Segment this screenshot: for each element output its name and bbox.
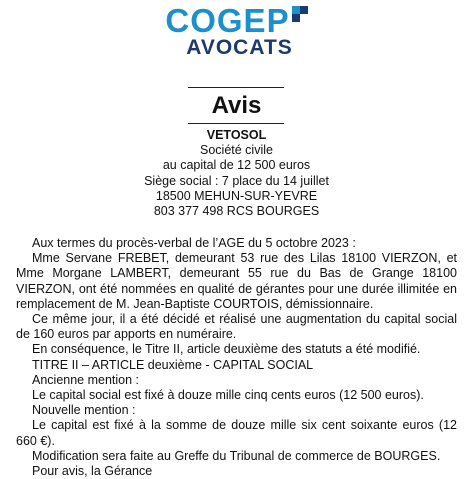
body-paragraph: Ancienne mention : — [32, 372, 140, 387]
notice-body — [16, 236, 457, 479]
body-paragraph: Modification sera faite au Greffe du Tribunal de commerce de BOURGES. — [32, 448, 441, 463]
body-paragraph: En conséquence, le Titre II, article deuxième des statuts a été modifié. — [32, 342, 421, 357]
logo-square-dark — [292, 14, 300, 22]
title-divider-bottom — [188, 123, 284, 124]
logo-square-dark — [300, 6, 308, 14]
logo-squares-icon — [292, 6, 308, 24]
notice-title: Avis — [211, 92, 262, 119]
company-name: VETOSOL — [206, 128, 267, 142]
company-line: 803 377 498 RCS BOURGES — [153, 204, 320, 219]
company-line: Société civile — [200, 143, 273, 158]
body-paragraph: TITRE II – ARTICLE deuxième - CAPITAL SOCIAL — [32, 357, 314, 372]
cogep-logo — [0, 4, 473, 59]
company-line: au capital de 12 500 euros — [162, 158, 311, 173]
body-paragraph: Le capital social est fixé à douze mille cinq cents euros (12 500 euros). — [32, 388, 424, 403]
company-line: 18500 MEHUN-SUR-YEVRE — [155, 188, 318, 203]
company-line: Siège social : 7 place du 14 juillet — [144, 173, 329, 188]
company-block — [0, 128, 473, 219]
logo-subtitle: AVOCATS — [186, 36, 293, 59]
body-paragraph: Ce même jour, il a été décidé et réalisé une augmentation du capital social de 160 euros par apports en numéraire. — [16, 312, 457, 342]
body-paragraph: Nouvelle mention : — [32, 403, 136, 418]
logo-square-light — [292, 6, 300, 14]
body-paragraph: Mme Servane FREBET, demeurant 53 rue des Lilas 18100 VIERZON, et Mme Morgane LAMBERT, demeurant 55 rue du Bas de Grange 18100 VIERZON, ont été nommées en qualité de gérantes pour une durée illimitée en remplacement de M. Jean-Baptiste COURTOIS, démissionnaire. — [16, 251, 457, 311]
logo-name: COGEP — [165, 2, 290, 39]
logo-mark — [165, 4, 307, 38]
body-paragraph: Pour avis, la Gérance — [32, 464, 153, 479]
title-divider-top — [188, 87, 284, 88]
body-paragraph: Aux termes du procès-verbal de l’AGE du 5 octobre 2023 : — [32, 236, 356, 250]
body-paragraph: Le capital est fixé à la somme de douze mille six cent soixante euros (12 660 €). — [16, 418, 457, 448]
